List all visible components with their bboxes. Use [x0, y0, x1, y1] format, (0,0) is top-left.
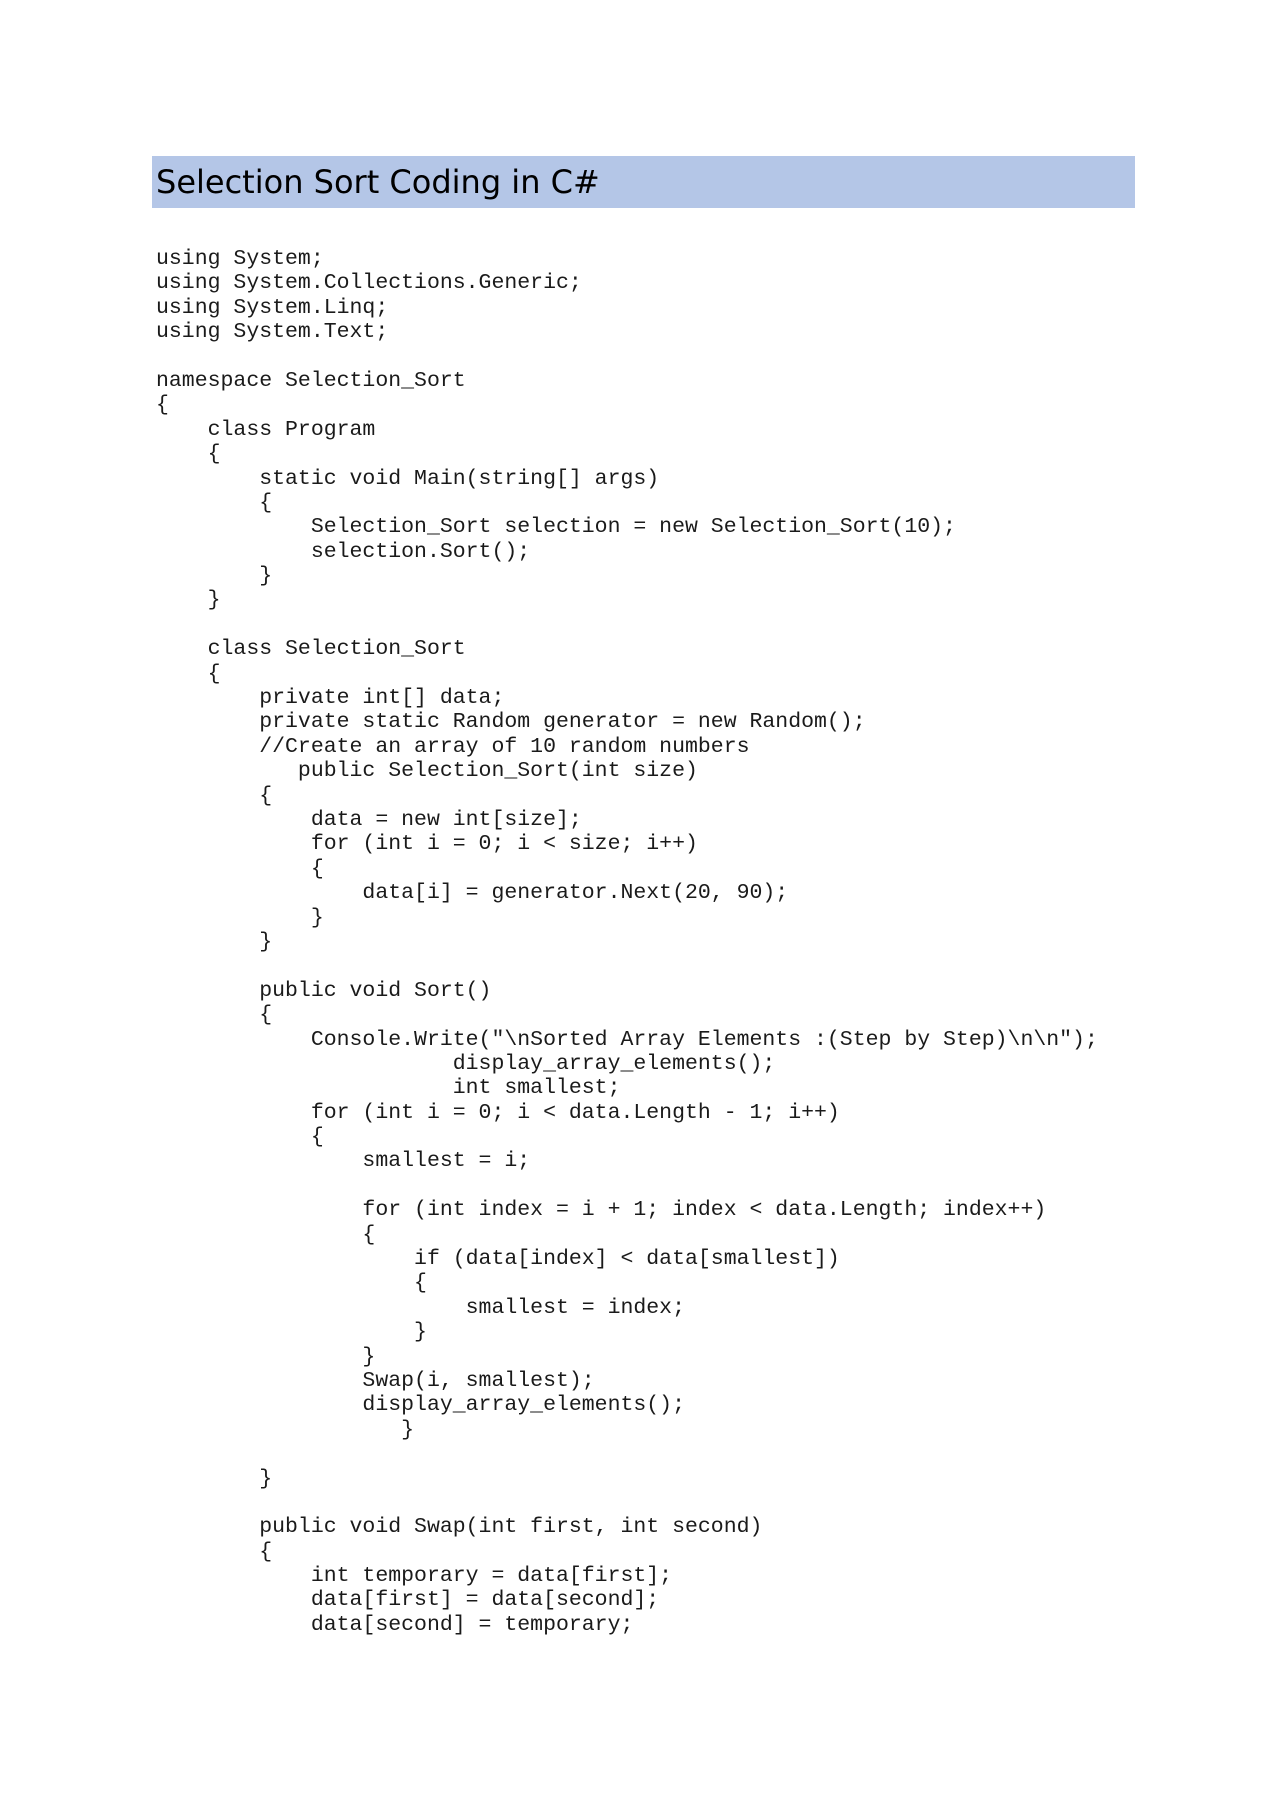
code-line: {: [156, 1539, 273, 1564]
code-line: }: [156, 1344, 376, 1369]
code-line: static void Main(string[] args): [156, 466, 660, 491]
code-line: }: [156, 1417, 415, 1442]
code-line: [156, 1442, 1098, 1466]
code-line: namespace Selection_Sort: [156, 368, 466, 393]
code-line: {: [156, 393, 169, 418]
code-line: Console.Write("\nSorted Array Elements :(Step by Step)\n\n");: [156, 1027, 1098, 1052]
code-line: display_array_elements();: [156, 1393, 685, 1418]
code-line: data[i] = generator.Next(20, 90);: [156, 881, 789, 906]
code-line: }: [156, 564, 273, 589]
code-line: Swap(i, smallest);: [156, 1368, 595, 1393]
code-line: int smallest;: [156, 1076, 621, 1101]
code-line: for (int i = 0; i < size; i++): [156, 832, 698, 857]
heading-bar: [152, 156, 1135, 208]
code-line: selection.Sort();: [156, 539, 531, 564]
code-line: using System;: [156, 247, 324, 271]
code-line: if (data[index] < data[smallest]): [156, 1247, 840, 1272]
code-line: smallest = i;: [156, 1149, 531, 1174]
code-line: data[second] = temporary;: [156, 1612, 634, 1637]
code-line: {: [156, 661, 221, 686]
code-line: class Selection_Sort: [156, 637, 466, 662]
code-line: display_array_elements();: [156, 1051, 776, 1076]
code-line: //Create an array of 10 random numbers: [156, 734, 750, 759]
code-line: }: [156, 1466, 273, 1491]
code-line: data[first] = data[second];: [156, 1588, 660, 1613]
code-line: {: [156, 490, 273, 515]
code-line: class Program: [156, 417, 376, 442]
code-line: [156, 345, 1098, 369]
code-line: public void Sort(): [156, 978, 492, 1003]
code-line: for (int index = i + 1; index < data.Length; index++): [156, 1198, 1047, 1223]
code-block: [156, 247, 1098, 1637]
code-line: {: [156, 1125, 324, 1150]
code-line: for (int i = 0; i < data.Length - 1; i++): [156, 1100, 840, 1125]
code-line: private int[] data;: [156, 686, 505, 711]
code-line: public Selection_Sort(int size): [156, 759, 698, 784]
code-line: using System.Collections.Generic;: [156, 271, 582, 296]
code-line: }: [156, 1320, 427, 1345]
code-line: {: [156, 442, 221, 467]
code-line: {: [156, 1271, 427, 1296]
code-line: smallest = index;: [156, 1295, 685, 1320]
code-line: }: [156, 905, 324, 930]
code-line: data = new int[size];: [156, 807, 582, 832]
code-line: private static Random generator = new Random();: [156, 710, 866, 735]
code-line: Selection_Sort selection = new Selection_Sort(10);: [156, 515, 956, 540]
code-line: {: [156, 1222, 376, 1247]
code-line: using System.Text;: [156, 320, 389, 345]
code-line: {: [156, 783, 273, 808]
code-line: [156, 613, 1098, 637]
code-line: using System.Linq;: [156, 295, 389, 320]
code-line: {: [156, 856, 324, 881]
code-line: int temporary = data[first];: [156, 1564, 673, 1589]
code-line: public void Swap(int first, int second): [156, 1515, 763, 1540]
page-title: Selection Sort Coding in C#: [156, 163, 600, 201]
code-line: {: [156, 1003, 273, 1028]
code-line: [156, 954, 1098, 978]
code-line: [156, 1174, 1098, 1198]
code-line: }: [156, 588, 221, 613]
code-line: }: [156, 929, 273, 954]
code-line: [156, 1491, 1098, 1515]
